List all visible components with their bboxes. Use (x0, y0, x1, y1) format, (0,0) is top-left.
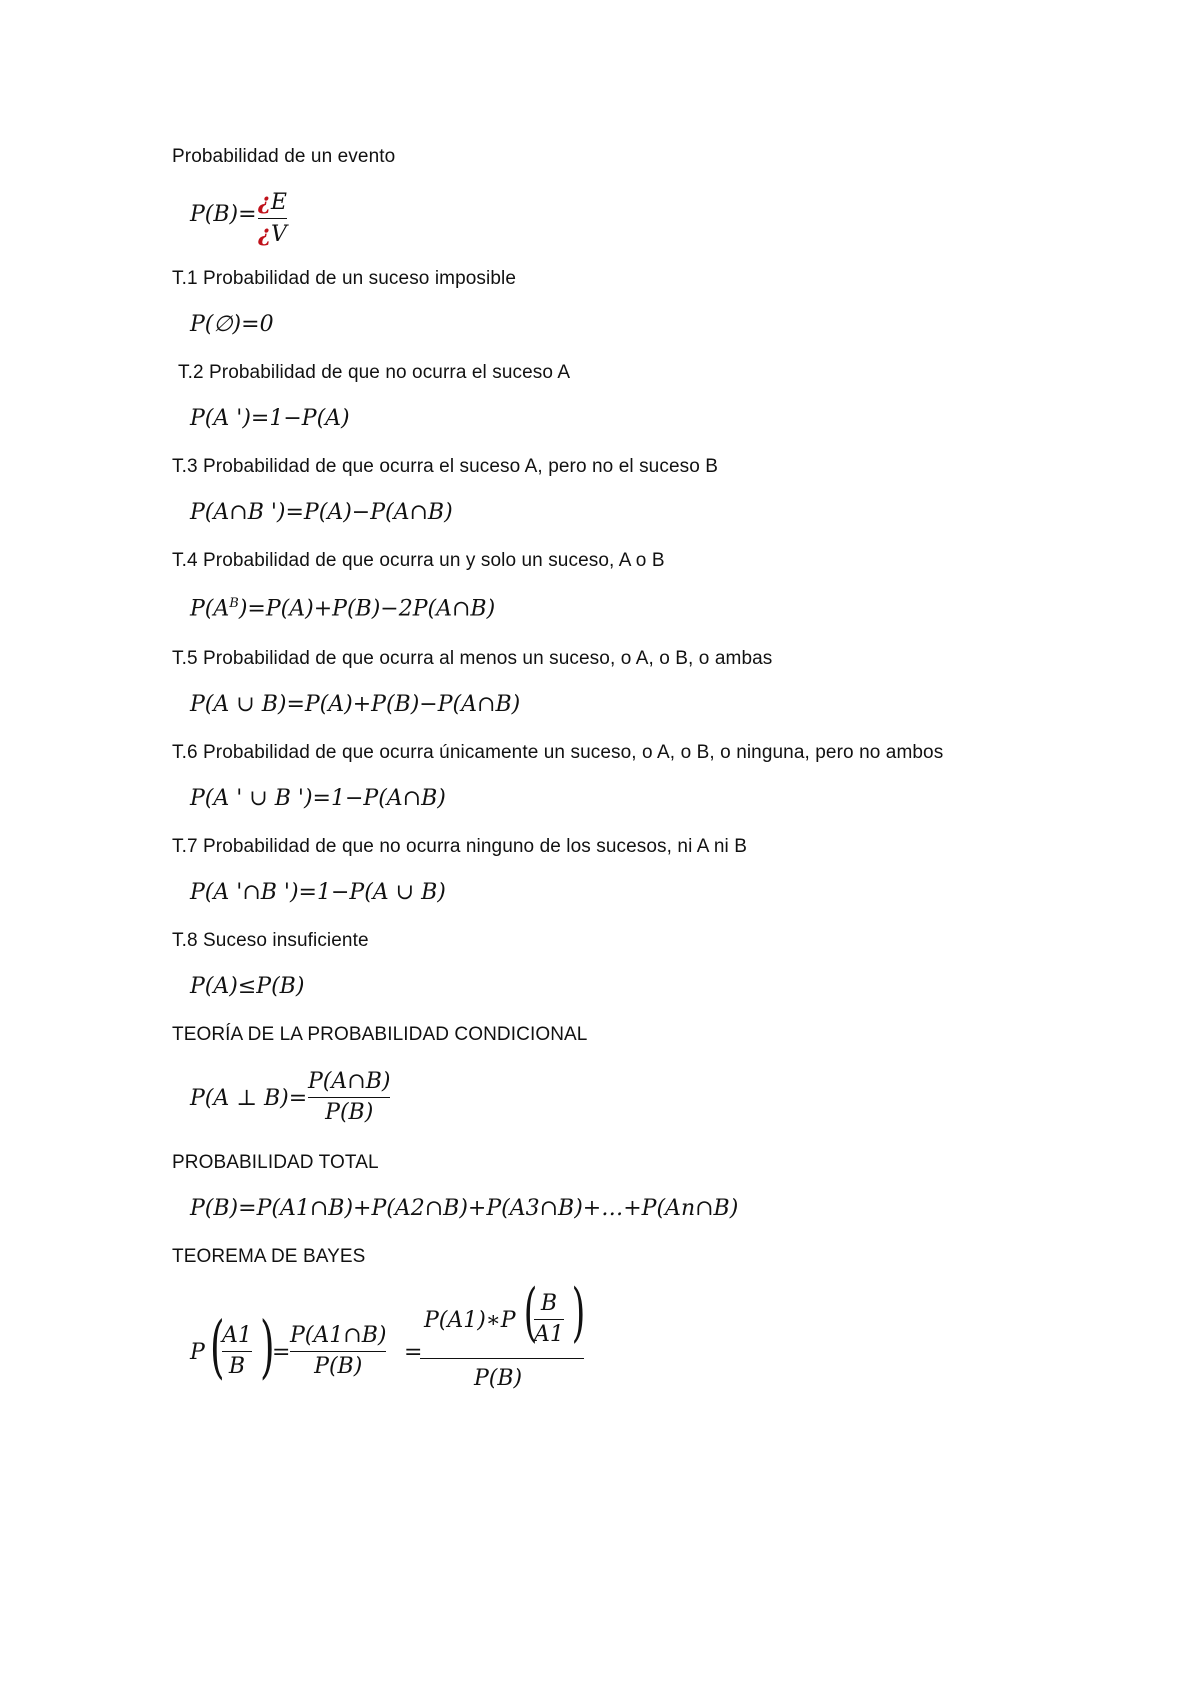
formula-condicional-fraction (308, 1068, 390, 1127)
cond-denominator: P(B) (325, 1100, 374, 1125)
heading-t4: T.4 Probabilidad de que ocurra un y solo un suceso, A o B (172, 550, 665, 571)
bayes-c-numerator-prefix: P(A1)∗P (424, 1308, 516, 1333)
formula-t1: P(∅)=0 (190, 312, 274, 337)
formula-total: P(B)=P(A1∩B)+P(A2∩B)+P(A3∩B)+…+P(An∩B) (190, 1196, 739, 1221)
bayes-c-inner-fraction: B A1 (534, 1291, 564, 1347)
heading-total: PROBABILIDAD TOTAL (172, 1152, 379, 1173)
bayes-eq1: = (272, 1340, 291, 1365)
formula-t8: P(A)≤P(B) (190, 974, 305, 999)
formula-t6: P(A ' ∪ B ')=1−P(A∩B) (190, 786, 446, 811)
num-question-mark: ¿ (258, 189, 271, 215)
bayes-p: P (190, 1340, 205, 1365)
bayes-c-right-paren: ) (571, 1276, 586, 1350)
fraction-bar (258, 218, 287, 219)
bayes-left-paren: ( (209, 1308, 225, 1387)
heading-t6: T.6 Probabilidad de que ocurra únicamente un suceso, o A, o B, o ninguna, pero no ambos (172, 742, 944, 763)
heading-t3: T.3 Probabilidad de que ocurra el suceso A, pero no el suceso B (172, 456, 719, 477)
superscript-b: B (229, 596, 239, 611)
heading-condicional: TEORÍA DE LA PROBABILIDAD CONDICIONAL (172, 1024, 588, 1045)
heading-t7: T.7 Probabilidad de que no ocurra ninguno de los sucesos, ni A ni B (172, 836, 747, 857)
formula-t4: $P(A^B)=P(A)+P(B)-2P(A\cap B)$ (190, 596, 496, 622)
bayes-fraction-b: P(A1∩B) P(B) (290, 1323, 387, 1379)
heading-t2: T.2 Probabilidad de que no ocurra el suceso A (178, 362, 571, 383)
formula-t3: P(A∩B ')=P(A)−P(A∩B) (190, 500, 453, 525)
bayes-c-left-paren: ( (523, 1276, 538, 1350)
heading-t5: T.5 Probabilidad de que ocurra al menos un suceso, o A, o B, o ambas (172, 648, 773, 669)
heading-t8: T.8 Suceso insuficiente (172, 930, 369, 951)
formula-evento-lhs: P(B)= (190, 202, 257, 227)
formula-t7: P(A '∩B ')=1−P(A ∪ B) (190, 880, 446, 905)
heading-probabilidad-evento: Probabilidad de un evento (172, 146, 396, 167)
bayes-fraction-a: A1 B (222, 1323, 252, 1379)
bayes-right-paren: ) (259, 1308, 275, 1387)
formula-t5: P(A ∪ B)=P(A)+P(B)−P(A∩B) (190, 692, 521, 717)
formula-t2: P(A ')=1−P(A) (190, 406, 350, 431)
bayes-eq2: = (404, 1340, 423, 1365)
den-question-mark: ¿ (258, 221, 271, 247)
fraction-bar (308, 1097, 390, 1098)
num-var: E (270, 190, 287, 215)
heading-bayes: TEOREMA DE BAYES (172, 1246, 366, 1267)
formula-condicional-lhs: P(A ⊥ B)= (190, 1086, 308, 1111)
formula-evento-fraction (258, 188, 287, 249)
cond-numerator: P(A∩B) (308, 1069, 391, 1094)
bayes-c-denominator: P(B) (474, 1366, 523, 1391)
heading-t1: T.1 Probabilidad de un suceso imposible (172, 268, 516, 289)
bayes-c-fraction-bar (420, 1358, 584, 1359)
den-var: V (270, 222, 287, 247)
